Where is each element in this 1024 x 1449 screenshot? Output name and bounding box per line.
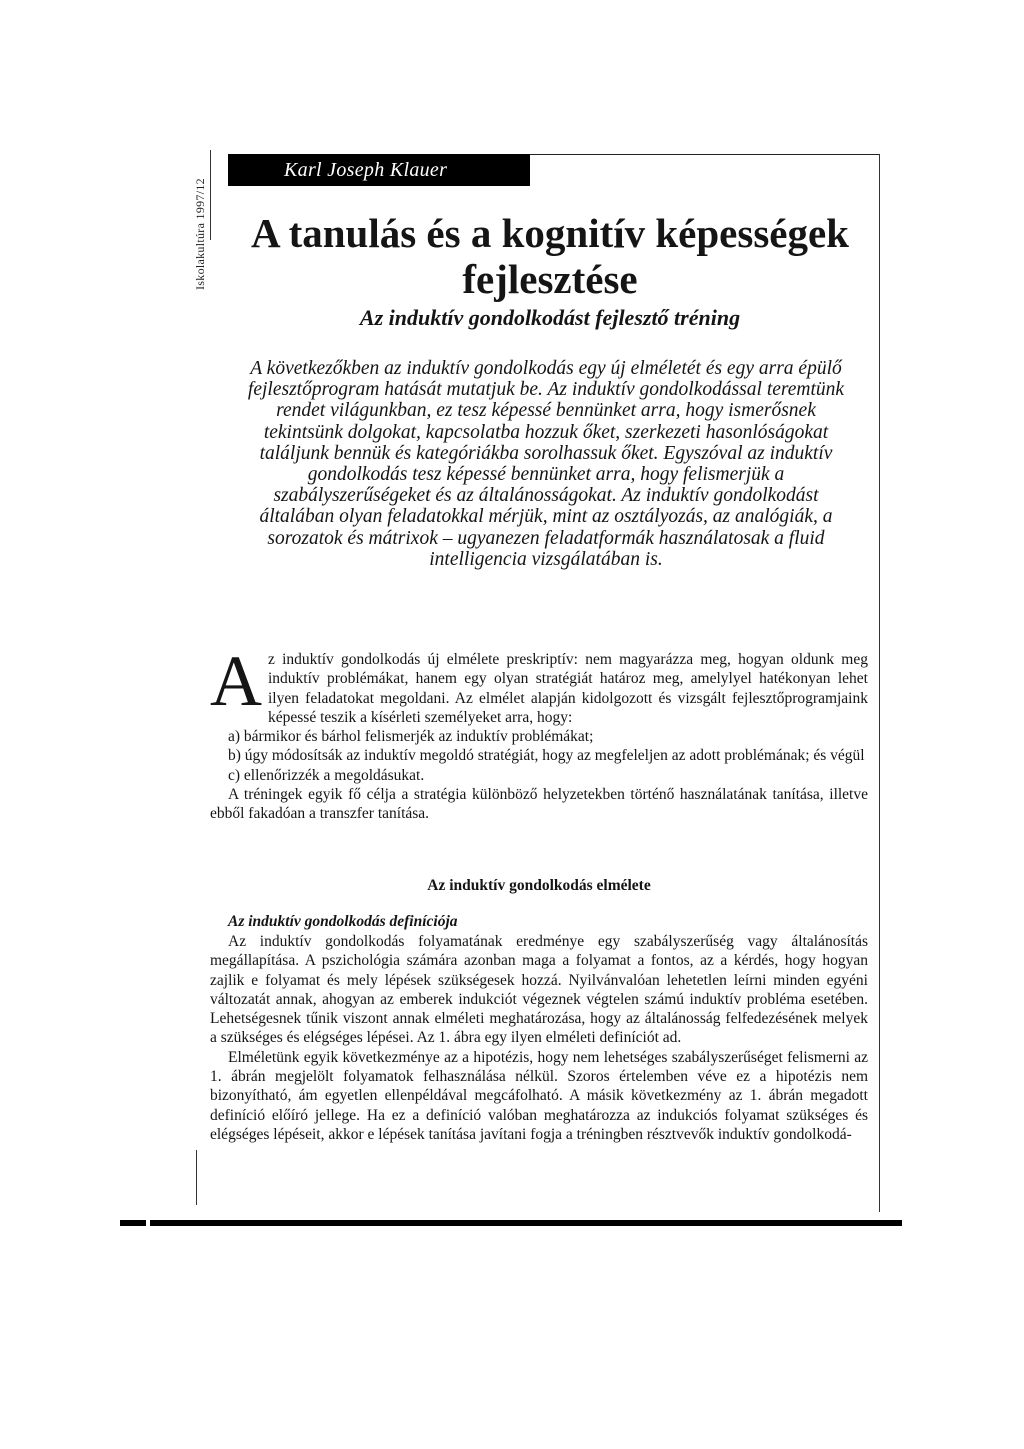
section-heading: Az induktív gondolkodás elmélete	[427, 877, 651, 894]
list-item: b) úgy módosítsák az induktív megoldó stratégiát, hogy az megfeleljen az adott problémának; és végül	[228, 747, 865, 765]
article-title: A tanulás és a kognitív képességek fejlesztése	[250, 210, 849, 302]
journal-label: Iskolakultúra 1997/12	[193, 178, 207, 290]
body-paragraph: Elméletünk egyik következménye az a hipotézis, hogy nem lehetséges szabályszerűséget felismerni az 1. ábrán megjelölt folyamatok felhasználása nélkül. Szoros értelemben véve ez a hipotézis nem bizonyítható, ám egyetlen ellenpéldával megcáfolható. A másik következmény az 1. ábrán megadott definíció előíró jellege. Ha ez a definíció valóban meghatározza az indukciós folyamat szükséges és elégséges lépéseit, akkor e lépések tanítása javítani fogja a tréningben résztvevők induktív gondolkodá-	[210, 1048, 868, 1143]
intro-paragraph-text: z induktív gondolkodás új elmélete preskriptív: nem magyarázza meg, hogyan oldunk meg induktív problémákat, hanem egy olyan stratégiát határoz meg, amelylyel hatékonyan lehet ilyen feladatokat megoldani. Az elmélet alapján kidolgozott és vizsgált fejlesztőprogramjaink képessé teszik a kísérleti személyeket arra, hogy:	[268, 651, 868, 726]
intro-section	[210, 641, 868, 824]
author-name: Karl Joseph Klauer	[228, 154, 530, 186]
abstract: A következőkben az induktív gondolkodás egy új elméletét és egy arra épülő fejlesztőprogram hatását mutatjuk be. Az induktív gondolkodással teremtünk rendet világunkban, ez tesz képessé bennünket arra, hogy ismerősnek tekintsünk dolgokat, kapcsolatba hozzuk őket, szerkezeti hasonlóságokat találjunk bennük és kategóriákba sorolhassuk őket. Egyszóval az induktív gondolkodás tesz képessé bennünket arra, hogy felismerjük a szabályszerűségeket és az általánosságokat. Az induktív gondolkodást általában olyan feladatokkal mérjük, mint az osztályozás, az analógiák, a sorozatok és mátrixok – ugyanezen feladatformák használatosak a fluid intelligencia vizsgálatában is.	[247, 358, 845, 570]
article-subtitle: Az induktív gondolkodást fejlesztő tréning	[359, 305, 741, 330]
bottom-rule	[120, 1220, 902, 1226]
drop-cap: A	[210, 641, 262, 721]
frame-left-lower-rule	[196, 1150, 197, 1205]
body-paragraph: Az induktív gondolkodás folyamatának eredménye egy szabályszerűség vagy általánosítás megállapítása. A pszichológia számára azonban maga a folyamat a fontos, az a kérdés, hogy hogyan zajlik e folyamat és mely lépések szükségesek hozzá. Nyilvánvalóan lehetetlen leírni minden egyéni változatát annak, ahogyan az emberek indukciót végeznek végtelen számú induktív probléma esetében. Lehetségesnek tűnik viszont annak elméleti meghatározása, hogy az általánosság felfedezésének melyek a szükséges és elégséges lépései. Az 1. ábra egy ilyen elméleti definíciót ad.	[210, 933, 868, 1047]
intro-paragraph	[210, 641, 868, 727]
bottom-rule-gap	[146, 1219, 150, 1227]
definition-section	[210, 932, 868, 1144]
intro-closing-paragraph: A tréningek egyik fő célja a stratégia különböző helyzetekben történő használatának tanítása, illetve ebből fakadóan a transzfer tanítása.	[210, 786, 868, 823]
frame-left-rule	[210, 150, 211, 240]
list-item: a) bármikor és bárhol felismerjék az induktív problémákat;	[228, 728, 594, 746]
list-item: c) ellenőrizzék a megoldásukat.	[228, 766, 425, 784]
section-subheading: Az induktív gondolkodás definíciója	[228, 913, 458, 930]
